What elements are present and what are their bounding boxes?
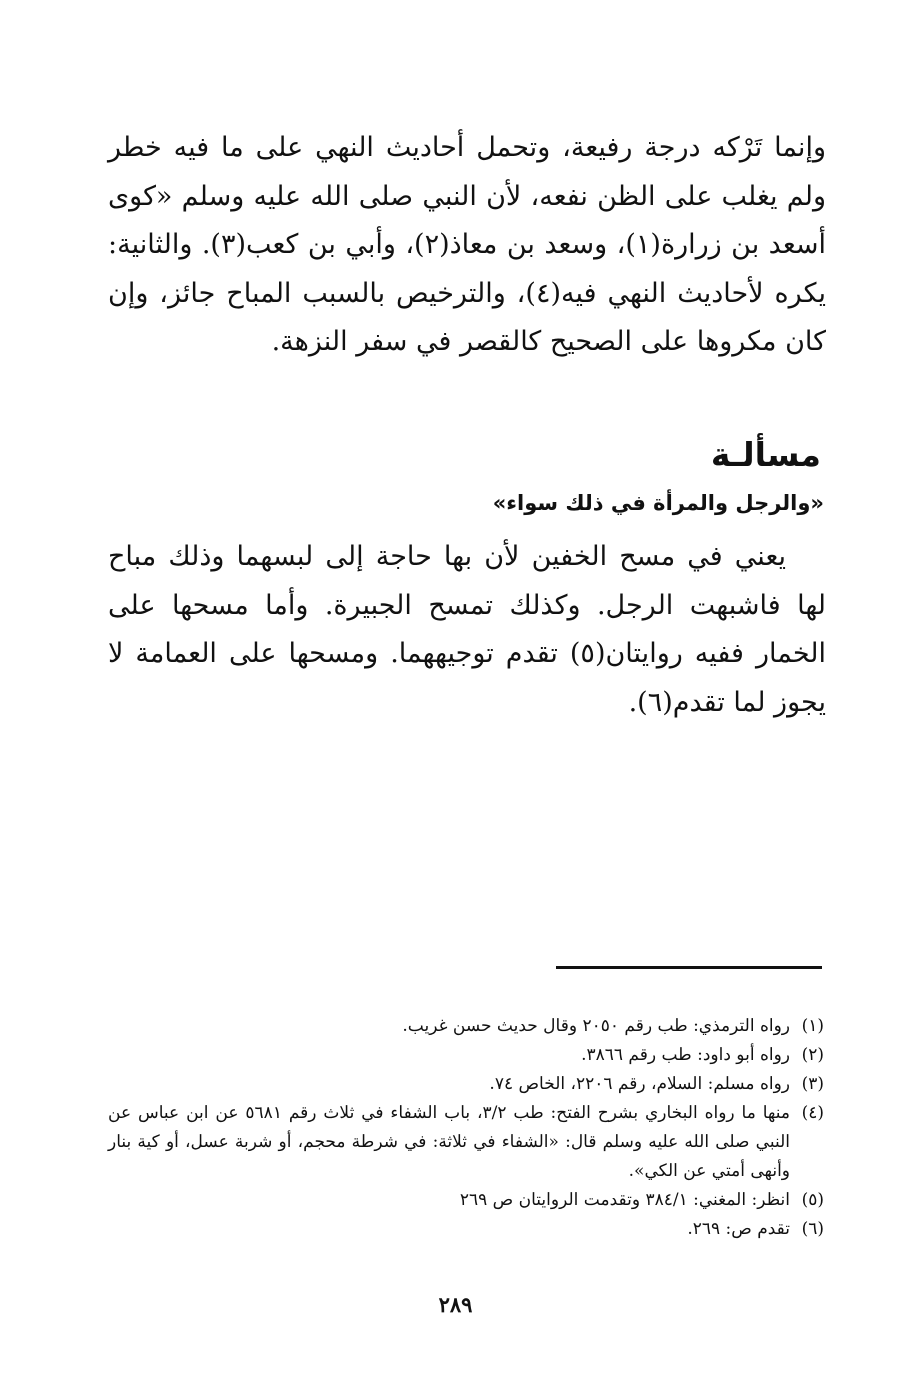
footnote-text: رواه الترمذي: طب رقم ٢٠٥٠ وقال حديث حسن غريب.	[402, 1016, 790, 1036]
footnote-text: تقدم ص: ٢٦٩.	[687, 1219, 790, 1239]
footnote-item	[108, 1070, 824, 1099]
body-paragraph-2	[108, 533, 826, 727]
body-paragraph-2-text: يعني في مسح الخفين لأن بها حاجة إلى لبسهما وذلك مباح لها فاشبهت الرجل. وكذلك تمسح الجبيرة. وأما مسحها على الخمار ففيه روايتان(٥) تقدم توجيههما. ومسحها على العمامة لا يجوز لما تقدم(٦).	[108, 541, 826, 718]
footnote-separator	[556, 966, 822, 969]
footnote-item	[108, 1041, 824, 1070]
footnote-item	[108, 1012, 824, 1041]
footnote-text: رواه مسلم: السلام، رقم ٢٢٠٦، الخاص ٧٤.	[489, 1074, 790, 1094]
body-paragraph-1: وإنما تَرْكه درجة رفيعة، وتحمل أحاديث النهي على ما فيه خطر ولم يغلب على الظن نفعه، لأن النبي صلى الله عليه وسلم «كوى أسعد بن زرارة(١)، وسعد بن معاذ(٢)، وأبي بن كعب(٣). والثانية: يكره لأحاديث النهي فيه(٤)، والترخيص بالسبب المباح جائز، وإن كان مكروها على الصحيح كالقصر في سفر النزهة.	[108, 132, 826, 357]
section-heading: مسألـة	[710, 435, 821, 474]
footnote-text: انظر: المغني: ٣٨٤/١ وتقدمت الروايتان ص ٢٦٩	[459, 1190, 790, 1210]
footnote-number: (٢)	[801, 1045, 824, 1065]
footnote-number: (٥)	[801, 1190, 824, 1210]
footnote-text: رواه أبو داود: طب رقم ٣٨٦٦.	[581, 1045, 790, 1065]
footnote-text: منها ما رواه البخاري بشرح الفتح: طب ٣/٢، باب الشفاء في ثلاث رقم ٥٦٨١ عن ابن عباس عن النبي صلى الله عليه وسلم قال: «الشفاء في ثلاثة: في شرطة محجم، أو شربة عسل، أو كية بنار وأنهى أمتي عن الكي».	[108, 1103, 790, 1181]
footnote-item	[108, 1215, 824, 1244]
footnote-item	[108, 1099, 824, 1186]
footnotes	[108, 1012, 824, 1244]
footnote-item	[108, 1186, 824, 1215]
footnote-number: (٣)	[801, 1074, 824, 1094]
page-number: ٢٨٩	[438, 1292, 473, 1317]
footnote-number: (٦)	[801, 1219, 824, 1239]
quoted-text: «والرجل والمرأة في ذلك سواء»	[492, 491, 824, 515]
footnote-number: (٤)	[801, 1103, 824, 1123]
footnote-number: (١)	[801, 1016, 824, 1036]
